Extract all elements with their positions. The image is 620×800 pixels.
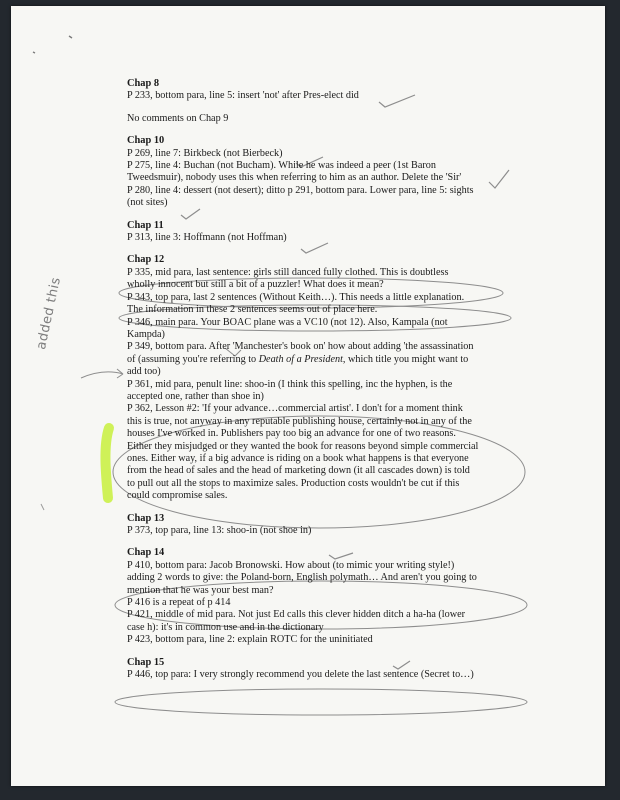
- chapter-section: [127, 513, 537, 538]
- chapter-title: Chap 8: [127, 78, 160, 89]
- note-line: wholly innocent but still a bit of a puzzler! What does it mean?: [127, 279, 384, 291]
- chapter-section: [127, 254, 537, 502]
- review-notes: [127, 78, 537, 691]
- note-line: houses I've worked in. Publishers pay too big an advance for one of two reasons.: [127, 428, 456, 440]
- arrow-icon: [81, 369, 123, 378]
- note-line: P 410, bottom para: Jacob Bronowski. How about (to mimic your writing style!): [127, 559, 455, 571]
- note-line: (not sites): [127, 197, 168, 209]
- chapter-section: [127, 547, 537, 646]
- note-line: of (assuming you're referring to Death of a President, which title you might want to: [127, 353, 469, 365]
- document-page: [11, 6, 605, 786]
- chapter-title: Chap 15: [127, 656, 165, 668]
- note-line: this is true, not anyway in any reputable publishing house, certainly not in any of the: [127, 415, 472, 427]
- note-line: P 280, line 4: dessert (not desert); ditto p 291, bottom para. Lower para, line 5: sights: [127, 184, 474, 196]
- stray-pencil-mark: [33, 52, 35, 53]
- note-line: could compromise sales.: [127, 490, 228, 502]
- note-line: P 313, line 3: Hoffmann (not Hoffman): [127, 232, 287, 244]
- note-line: P 421, middle of mid para. Not just Ed calls this clever hidden ditch a ha-ha (lower: [127, 609, 465, 621]
- stray-pencil-mark: [41, 504, 44, 510]
- note-line: No comments on Chap 9: [127, 112, 229, 124]
- chapter-title: Chap 10: [127, 135, 165, 147]
- note-line: P 346, main para. Your BOAC plane was a VC10 (not 12). Also, Kampala (not: [127, 316, 448, 328]
- circle-annotation: [115, 689, 527, 715]
- stray-pencil-mark: [69, 36, 72, 38]
- margin-note: added this: [34, 275, 64, 351]
- note-line: Tweedsmuir), nobody uses this when referring to him as an author. Delete the 'Sir': [127, 172, 462, 184]
- note-line: adding 2 words to give: the Poland-born, English polymath… And aren't you going to: [127, 572, 477, 584]
- note-line: P 446, top para: I very strongly recommend you delete the last sentence (Secret to…): [127, 669, 474, 681]
- chapter-section: [127, 135, 537, 209]
- note-line: to pull out all the stops to maximize sales. Production costs wouldn't be cut if this: [127, 477, 460, 489]
- note-line: P 373, top para, line 13: shoo-in (not shoe in): [127, 525, 312, 536]
- note-line: P 416 is a repeat of p 414: [127, 597, 231, 609]
- note-line: case h): it's in common use and in the dictionary: [127, 621, 324, 633]
- note-line: from the head of sales and the head of marketing down (it all cascades down) is told: [127, 465, 470, 477]
- chapter-section: [127, 657, 537, 682]
- note-line: accepted one, rather than shoe in): [127, 390, 264, 402]
- note-line: add too): [127, 366, 161, 378]
- note-line: Either they misjudged or they wanted the book for reasons beyond simple commercial: [127, 440, 479, 452]
- note-line: The information in these 2 sentences seems out of place here.: [127, 304, 378, 316]
- chapter-title: Chap 11: [127, 219, 164, 231]
- note-line: P 335, mid para, last sentence: girls still danced fully clothed. This is doubtless: [127, 266, 449, 278]
- chapter-section: [127, 220, 537, 245]
- chapter-title: Chap 12: [127, 254, 165, 266]
- note-line: P 269, line 7: Birkbeck (not Bierbeck): [127, 147, 283, 159]
- chapter-title: Chap 14: [127, 547, 165, 559]
- note-line: Kampda): [127, 328, 165, 340]
- note-line: mention that he was your best man?: [127, 584, 274, 596]
- note-line: P 349, bottom para. After 'Manchester's book on' how about adding 'the assassination: [127, 341, 474, 353]
- chapter-section: [127, 78, 537, 103]
- note-line: P 343, top para, last 2 sentences (Without Keith…). This needs a little explanation.: [127, 291, 465, 303]
- note-line: P 423, bottom para, line 2: explain ROTC for the uninitiated: [127, 634, 373, 646]
- note-line: P 233, bottom para, line 5: insert 'not' after Pres-elect did: [127, 90, 359, 102]
- chapter-title: Chap 13: [127, 512, 165, 524]
- note-line: P 361, mid para, penult line: shoo-in (I think this spelling, inc the hyphen, is the: [127, 378, 453, 390]
- highlighter-mark: [105, 428, 109, 498]
- chapter-section: [127, 113, 537, 125]
- note-line: P 362, Lesson #2: 'If your advance…commercial artist'. I don't for a moment think: [127, 403, 463, 415]
- note-line: P 275, line 4: Buchan (not Bucham). While he was indeed a peer (1st Baron: [127, 160, 436, 172]
- note-line: ones. Either way, if a big advance is riding on a book what happens is that everyone: [127, 452, 469, 464]
